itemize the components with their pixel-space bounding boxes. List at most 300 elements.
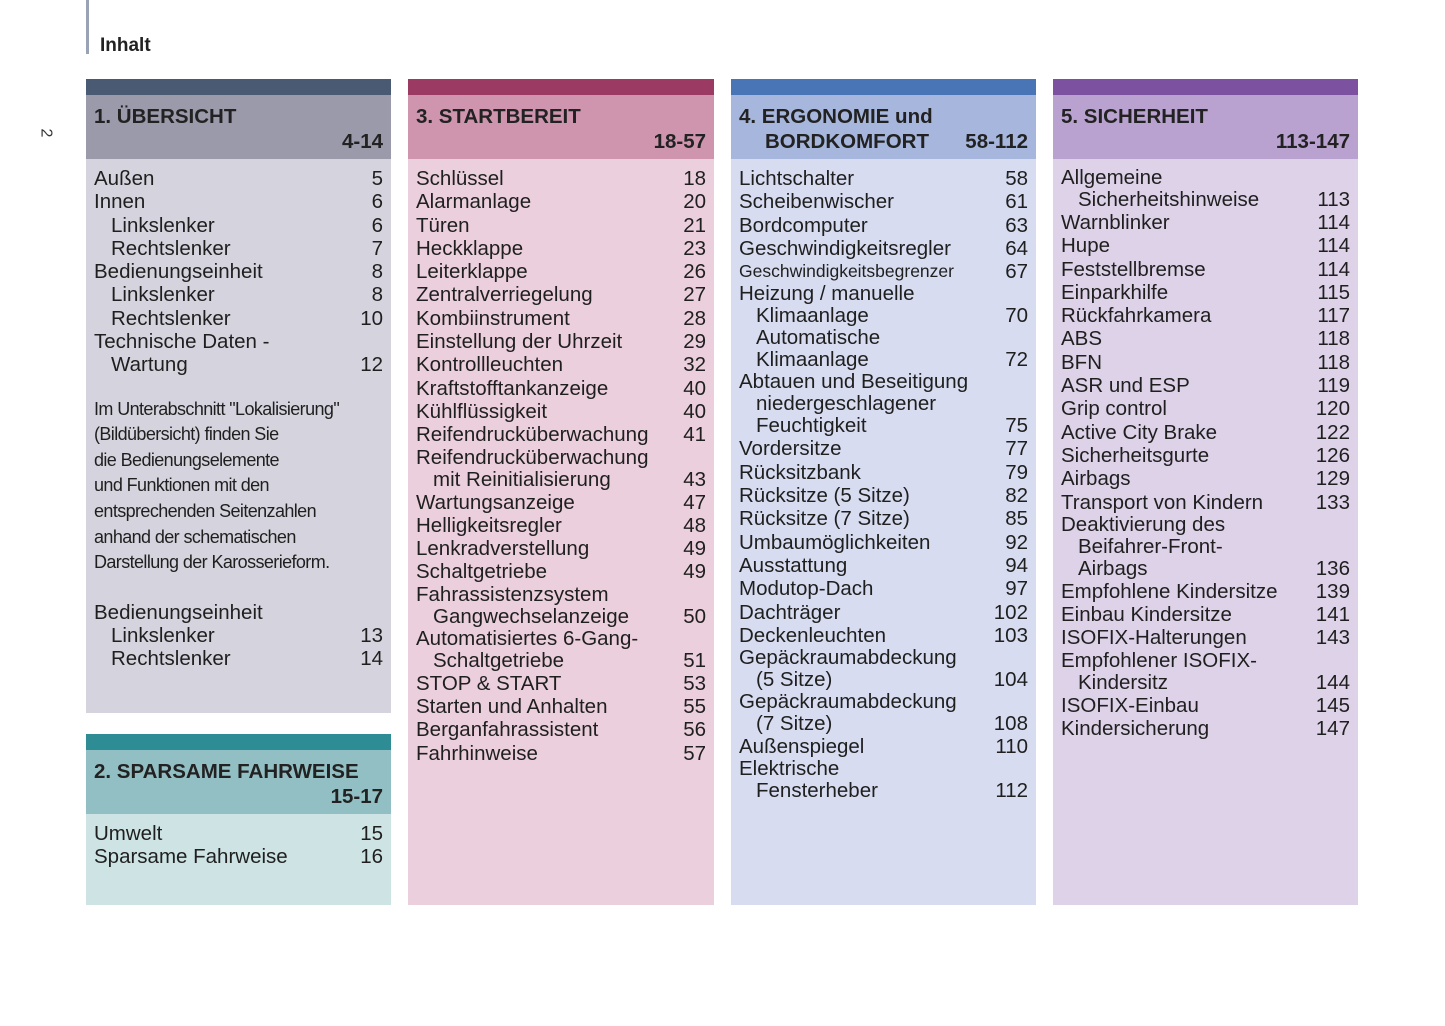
toc-entry-page: 70	[1005, 304, 1028, 328]
toc-entry	[739, 349, 1028, 371]
toc-entry-label: Modutop-Dach	[739, 577, 874, 601]
toc-entry-label: Bedienungseinheit	[94, 600, 263, 624]
section-page-range: 15-17	[330, 785, 383, 808]
toc-entry	[739, 167, 1028, 190]
toc-entry-label: Hupe	[1061, 234, 1111, 258]
toc-entry-label: Berganfahrassistent	[416, 718, 599, 742]
toc-entry-page: 92	[1005, 530, 1028, 554]
toc-entry	[739, 647, 1028, 669]
toc-entry	[416, 190, 706, 213]
toc-entry	[416, 695, 706, 718]
toc-entry-page: 16	[360, 845, 383, 869]
toc-entry	[416, 377, 706, 400]
toc-entry-page: 8	[371, 260, 383, 284]
toc-entry-label: Wartung	[111, 353, 188, 377]
toc-entry	[416, 260, 706, 283]
toc-entry-page: 114	[1317, 257, 1350, 281]
toc-entry-page: 63	[1005, 213, 1028, 237]
toc-entry	[416, 672, 706, 695]
toc-entry-label: Einstellung der Uhrzeit	[416, 330, 623, 354]
toc-entry	[739, 669, 1028, 691]
toc-entry-label: Türen	[416, 213, 470, 237]
toc-entry-page: 15	[360, 822, 383, 845]
section-uebersicht	[86, 79, 391, 713]
toc-entry-page: 72	[1005, 348, 1028, 372]
toc-entry-page: 97	[1005, 577, 1028, 601]
toc-entry-page: 117	[1317, 304, 1350, 328]
toc-entry-page: 79	[1005, 460, 1028, 484]
toc-entry-page: 139	[1315, 579, 1350, 603]
note-line: (Bildübersicht) finden Sie	[94, 424, 279, 445]
toc-entry-label: ASR und ESP	[1061, 374, 1190, 398]
toc-entry-label: Helligkeitsregler	[416, 513, 562, 537]
toc-entry-label: Elektrische	[739, 757, 840, 781]
toc-entry-page: 49	[683, 537, 706, 561]
toc-entry-page: 12	[360, 353, 383, 377]
toc-entry	[739, 691, 1028, 713]
section-header	[408, 95, 714, 159]
toc-entry-page: 57	[683, 741, 706, 765]
toc-entry	[739, 461, 1028, 484]
toc-entry	[94, 845, 383, 868]
toc-entry-label: Vordersitze	[739, 437, 842, 461]
toc-entry	[739, 624, 1028, 647]
toc-entry-page: 94	[1005, 553, 1028, 577]
toc-entry-page: 26	[683, 260, 706, 284]
section-body	[1053, 159, 1358, 905]
toc-entry-page: 120	[1315, 397, 1350, 421]
toc-entry-page: 40	[683, 399, 706, 423]
section-sparsam	[86, 734, 391, 905]
section-startbereit	[408, 79, 714, 905]
toc-entry-label: Einparkhilfe	[1061, 280, 1169, 304]
toc-entry-label: Kombiinstrument	[416, 306, 570, 330]
section-color-bar	[731, 79, 1036, 95]
toc-entry-label: STOP & START	[416, 671, 562, 695]
toc-entry	[94, 822, 383, 845]
toc-entry	[1061, 444, 1350, 467]
toc-entry	[1061, 672, 1350, 694]
toc-entry-page: 104	[993, 668, 1028, 692]
toc-entry-page: 67	[1005, 260, 1028, 284]
section-title: 5. SICHERHEIT	[1061, 105, 1208, 128]
toc-entry	[739, 577, 1028, 600]
toc-entry-page: 29	[683, 330, 706, 354]
toc-entry-label: niedergeschlagener	[756, 392, 937, 416]
toc-entry	[416, 560, 706, 583]
section-header	[86, 750, 391, 814]
toc-entry	[416, 330, 706, 353]
toc-entry-page: 56	[683, 718, 706, 742]
toc-entry-label: Umwelt	[94, 822, 163, 845]
toc-entry-label: Starten und Anhalten	[416, 695, 608, 719]
section-body	[731, 159, 1036, 905]
toc-entry-label: Airbags	[1061, 467, 1131, 491]
toc-entry-label: Rücksitze (7 Sitze)	[739, 507, 910, 531]
section-title: 4. ERGONOMIE und	[739, 105, 933, 128]
toc-entry-page: 85	[1005, 507, 1028, 531]
toc-entry-page: 136	[1315, 556, 1350, 580]
toc-entry-label: ABS	[1061, 327, 1103, 351]
toc-entry-page: 114	[1317, 234, 1350, 258]
toc-entry-label: Einbau Kindersitze	[1061, 603, 1232, 627]
toc-entry-label: Reifendrucküberwachung	[416, 445, 649, 469]
note-line: Darstellung der Karosserieform.	[94, 552, 330, 573]
toc-entry	[416, 514, 706, 537]
toc-entry-page: 141	[1315, 603, 1350, 627]
toc-entry-page: 145	[1315, 693, 1350, 717]
toc-entry	[739, 260, 1028, 283]
toc-entry-page: 115	[1317, 280, 1350, 304]
toc-entry-label: Scheibenwischer	[739, 190, 894, 214]
toc-entry-label: Automatisiertes 6-Gang-	[416, 626, 639, 650]
section-page-range: 58-112	[965, 130, 1028, 153]
toc-entry-label: Leiterklappe	[416, 260, 528, 284]
section-sicherheit	[1053, 79, 1358, 905]
section-color-bar	[408, 79, 714, 95]
toc-entry-page: 40	[683, 376, 706, 400]
toc-entry	[94, 260, 383, 283]
toc-entry	[1061, 374, 1350, 397]
margin-rule	[86, 0, 89, 54]
toc-entry-label: ISOFIX-Einbau	[1061, 693, 1199, 717]
toc-entry-page: 43	[683, 467, 706, 491]
toc-entry-label: Geschwindigkeitsbegrenzer	[739, 261, 954, 282]
toc-entry	[1061, 717, 1350, 740]
note-line: entsprechenden Seitenzahlen	[94, 501, 316, 522]
toc-entry-label: Feuchtigkeit	[756, 414, 867, 438]
toc-entry	[739, 780, 1028, 802]
toc-entry-page: 5	[371, 167, 383, 190]
toc-entry-label: Reifendrucküberwachung	[416, 423, 649, 447]
toc-entry	[416, 650, 706, 672]
toc-entry-page: 143	[1315, 626, 1350, 650]
toc-entry-label: Alarmanlage	[416, 190, 532, 214]
toc-entry-page: 119	[1317, 374, 1350, 398]
toc-entry	[1061, 234, 1350, 257]
toc-entry-label: Rechtslenker	[111, 236, 231, 260]
toc-entry	[1061, 514, 1350, 536]
toc-entry	[416, 237, 706, 260]
toc-entry	[1061, 258, 1350, 281]
toc-entry	[1061, 281, 1350, 304]
toc-entry-label: Deckenleuchten	[739, 623, 887, 647]
toc-entry-page: 18	[683, 167, 706, 190]
toc-entry-label: Feststellbremse	[1061, 257, 1206, 281]
toc-entry-page: 126	[1315, 443, 1350, 467]
toc-entry	[1061, 304, 1350, 327]
section-title: 2. SPARSAME FAHRWEISE	[94, 760, 359, 783]
toc-entry	[94, 237, 383, 260]
toc-entry-label: Grip control	[1061, 397, 1167, 421]
note-line: anhand der schematischen	[94, 526, 296, 547]
toc-entry	[94, 190, 383, 213]
section-color-bar	[86, 79, 391, 95]
toc-entry	[739, 393, 1028, 415]
toc-entry-label: Rücksitzbank	[739, 460, 861, 484]
toc-entry	[94, 283, 383, 306]
toc-entry-label: Klimaanlage	[756, 304, 869, 328]
toc-entry-page: 114	[1317, 211, 1350, 234]
toc-entry	[416, 628, 706, 650]
toc-entry-page: 113	[1317, 188, 1350, 211]
toc-entry	[416, 447, 706, 469]
toc-entry-page: 110	[995, 735, 1028, 759]
toc-entry	[416, 214, 706, 237]
section-header	[1053, 95, 1358, 159]
toc-entry-label: Außen	[94, 167, 155, 190]
section-page-range: 4-14	[341, 130, 383, 153]
toc-entry-label: Heckklappe	[416, 236, 524, 260]
toc-entry-label: Kindersitz	[1078, 670, 1169, 694]
toc-entry	[739, 758, 1028, 780]
toc-entry	[416, 283, 706, 306]
toc-entry-label: Linkslenker	[111, 624, 215, 648]
toc-entry-label: Transport von Kindern	[1061, 490, 1264, 514]
toc-entry-label: Lichtschalter	[739, 167, 855, 190]
toc-entry	[416, 423, 706, 446]
note-line: Im Unterabschnitt "Lokalisierung"	[94, 398, 340, 419]
toc-entry	[416, 400, 706, 423]
toc-entry-label: Innen	[94, 190, 146, 214]
toc-entry-label: Beifahrer-Front-	[1078, 534, 1223, 558]
toc-entry-label: Gepäckraumabdeckung	[739, 646, 957, 670]
toc-entry-label: (5 Sitze)	[756, 668, 833, 692]
toc-entry	[1061, 603, 1350, 626]
toc-entry	[94, 624, 383, 647]
toc-entry-page: 61	[1005, 190, 1028, 214]
section-color-bar	[1053, 79, 1358, 95]
toc-entry-label: Kraftstofftankanzeige	[416, 376, 609, 400]
toc-entry-page: 122	[1315, 420, 1350, 444]
toc-entry	[1061, 467, 1350, 490]
section-title: 1. ÜBERSICHT	[94, 105, 237, 128]
toc-entry-page: 14	[360, 647, 383, 671]
toc-entry	[416, 742, 706, 765]
toc-entry-label: Empfohlener ISOFIX-	[1061, 648, 1257, 672]
toc-entry	[1061, 211, 1350, 234]
toc-entry-page: 50	[683, 604, 706, 628]
page-title: Inhalt	[100, 35, 151, 56]
toc-entry-label: Gangwechselanzeige	[433, 604, 630, 628]
toc-entry-page: 129	[1315, 467, 1350, 491]
toc-entry-page: 47	[683, 490, 706, 514]
toc-entry-label: Außenspiegel	[739, 735, 865, 759]
toc-entry-label: Sparsame Fahrweise	[94, 845, 288, 869]
toc-entry	[94, 167, 383, 190]
toc-entry	[1061, 167, 1350, 189]
toc-entry-page: 23	[683, 236, 706, 260]
toc-entry	[416, 584, 706, 606]
toc-entry-page: 82	[1005, 484, 1028, 508]
toc-entry-page: 103	[993, 623, 1028, 647]
toc-entry-label: Ausstattung	[739, 553, 848, 577]
toc-entry	[1061, 397, 1350, 420]
toc-entry	[416, 537, 706, 560]
toc-entry-page: 49	[683, 560, 706, 584]
toc-entry	[94, 647, 383, 670]
page-number: 2	[37, 128, 55, 138]
toc-entry-page: 58	[1005, 167, 1028, 190]
section-ergonomie	[731, 79, 1036, 905]
toc-entry-page: 7	[371, 236, 383, 260]
toc-entry-label: Kühlflüssigkeit	[416, 399, 548, 423]
toc-entry-label: Rechtslenker	[111, 306, 231, 330]
section-body	[86, 814, 391, 905]
toc-entry-label: Technische Daten -	[94, 330, 270, 354]
toc-entry-page: 53	[683, 671, 706, 695]
toc-entry	[739, 371, 1028, 393]
toc-entry	[739, 437, 1028, 460]
toc-entry-page: 118	[1317, 327, 1350, 351]
toc-entry-label: Rückfahrkamera	[1061, 304, 1212, 328]
toc-entry	[94, 214, 383, 237]
section-page-range: 113-147	[1275, 130, 1350, 153]
toc-entry	[1061, 327, 1350, 350]
toc-entry-page: 27	[683, 283, 706, 307]
toc-entry-label: (7 Sitze)	[756, 712, 833, 736]
toc-entry	[416, 491, 706, 514]
toc-entry	[94, 307, 383, 330]
toc-entry-page: 75	[1005, 414, 1028, 438]
toc-entry-label: Klimaanlage	[756, 348, 869, 372]
toc-entry-page: 21	[683, 213, 706, 237]
toc-entry-page: 112	[995, 779, 1028, 803]
toc-entry-label: Umbaumöglichkeiten	[739, 530, 931, 554]
toc-entry	[739, 190, 1028, 213]
toc-entry-label: Allgemeine	[1061, 166, 1163, 189]
section-header	[86, 95, 391, 159]
toc-entry	[94, 601, 383, 624]
section-body	[408, 159, 714, 905]
toc-entry	[739, 415, 1028, 437]
section-body	[86, 159, 391, 713]
toc-entry-label: Active City Brake	[1061, 420, 1218, 444]
toc-entry	[1061, 421, 1350, 444]
toc-entry-page: 77	[1005, 437, 1028, 461]
toc-entry-page: 108	[993, 712, 1028, 736]
section-header	[731, 95, 1036, 159]
toc-entry	[1061, 694, 1350, 717]
toc-entry-label: Fahrassistenzsystem	[416, 582, 609, 606]
toc-entry-label: Bordcomputer	[739, 213, 868, 237]
toc-entry-label: Kindersicherung	[1061, 717, 1210, 741]
toc-entry	[739, 735, 1028, 758]
toc-entry-page: 48	[683, 513, 706, 537]
toc-entry-label: Wartungsanzeige	[416, 490, 575, 514]
toc-entry-label: Fensterheber	[756, 779, 878, 803]
toc-entry-page: 144	[1315, 670, 1350, 694]
toc-entry-page: 6	[371, 190, 383, 214]
toc-entry-label: Geschwindigkeitsregler	[739, 236, 951, 260]
locator-note	[94, 397, 383, 576]
toc-entry	[739, 283, 1028, 305]
toc-entry	[1061, 351, 1350, 374]
toc-entry	[416, 606, 706, 628]
toc-entry	[739, 484, 1028, 507]
toc-entry-page: 41	[683, 423, 706, 447]
toc-entry	[1061, 650, 1350, 672]
toc-entry	[416, 469, 706, 491]
toc-entry-label: Automatische	[756, 326, 881, 350]
toc-entry-label: Dachträger	[739, 600, 841, 624]
toc-entry-page: 13	[360, 624, 383, 648]
toc-entry-label: Heizung / manuelle	[739, 282, 915, 306]
toc-entry	[1061, 536, 1350, 558]
toc-entry-label: Airbags	[1078, 556, 1148, 580]
toc-entry-label: Deaktivierung des	[1061, 512, 1226, 536]
section-title: 3. STARTBEREIT	[416, 105, 581, 128]
toc-entry-label: Abtauen und Beseitigung	[739, 370, 969, 394]
toc-entry-page: 6	[371, 213, 383, 237]
toc-entry-page: 28	[683, 306, 706, 330]
toc-entry-page: 147	[1315, 717, 1350, 741]
toc-entry	[416, 718, 706, 741]
toc-entry-page: 10	[360, 306, 383, 330]
toc-entry	[739, 531, 1028, 554]
toc-entry-page: 133	[1315, 490, 1350, 514]
toc-entry	[739, 554, 1028, 577]
note-line: die Bedienungselemente	[94, 449, 279, 470]
toc-entry	[1061, 580, 1350, 603]
note-line: und Funktionen mit den	[94, 475, 269, 496]
toc-entry-label: Fahrhinweise	[416, 741, 538, 765]
toc-entry-label: ISOFIX-Halterungen	[1061, 626, 1247, 650]
toc-entry-label: BFN	[1061, 350, 1102, 374]
toc-entry	[739, 713, 1028, 735]
toc-entry	[94, 353, 383, 376]
section-subtitle: BORDKOMFORT	[765, 130, 929, 153]
toc-entry	[739, 237, 1028, 260]
toc-entry	[416, 353, 706, 376]
toc-entry-page: 51	[683, 648, 706, 672]
toc-entry	[1061, 558, 1350, 580]
toc-entry-label: Lenkradverstellung	[416, 537, 590, 561]
toc-entry-label: Zentralverriegelung	[416, 283, 593, 307]
toc-entry-page: 8	[371, 283, 383, 307]
toc-entry-label: Bedienungseinheit	[94, 260, 263, 284]
toc-entry	[1061, 491, 1350, 514]
toc-entry	[1061, 626, 1350, 649]
toc-entry-page: 64	[1005, 236, 1028, 260]
toc-entry-label: Linkslenker	[111, 283, 215, 307]
toc-entry-page: 118	[1317, 350, 1350, 374]
toc-entry	[739, 601, 1028, 624]
section-color-bar	[86, 734, 391, 750]
toc-entry	[739, 305, 1028, 327]
toc-entry-label: Rücksitze (5 Sitze)	[739, 484, 910, 508]
toc-entry-label: Schaltgetriebe	[416, 560, 548, 584]
toc-entry-label: Kontrollleuchten	[416, 353, 564, 377]
toc-entry-label: Schlüssel	[416, 167, 504, 190]
toc-entry-page: 55	[683, 695, 706, 719]
toc-entry-page: 20	[683, 190, 706, 214]
toc-entry	[416, 307, 706, 330]
toc-entry-label: Rechtslenker	[111, 647, 231, 671]
toc-entry	[739, 507, 1028, 530]
toc-entry	[1061, 189, 1350, 211]
toc-entry-label: Sicherheitshinweise	[1078, 188, 1260, 211]
toc-entry-label: Gepäckraumabdeckung	[739, 690, 957, 714]
toc-entry	[94, 330, 383, 353]
toc-entry	[739, 327, 1028, 349]
toc-entry	[739, 214, 1028, 237]
toc-entry-page: 32	[683, 353, 706, 377]
section-page-range: 18-57	[653, 130, 706, 153]
toc-entry-label: Sicherheitsgurte	[1061, 443, 1210, 467]
toc-entry-label: mit Reinitialisierung	[433, 467, 611, 491]
toc-entry-label: Schaltgetriebe	[433, 648, 565, 672]
